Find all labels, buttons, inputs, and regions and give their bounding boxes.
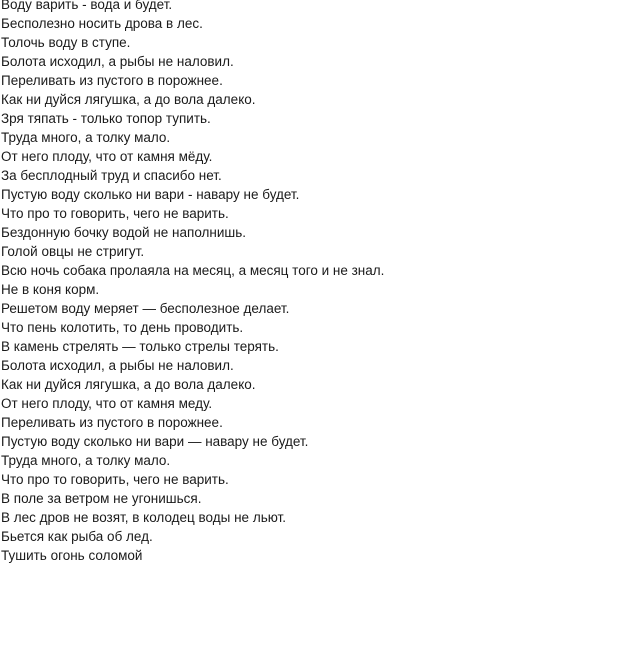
proverb-line: Пустую воду сколько ни вари — навару не будет. — [1, 434, 309, 449]
proverb-line: Решетом воду меряет — бесполезное делает. — [1, 301, 290, 316]
proverb-line: Бездонную бочку водой не наполнишь. — [1, 225, 247, 240]
proverb-line: Труда много, а толку мало. — [1, 453, 171, 468]
proverb-line: Переливать из пустого в порожнее. — [1, 415, 223, 430]
proverb-line: В камень стрелять — только стрелы терять. — [1, 339, 279, 354]
proverb-line: Воду варить - вода и будет. — [1, 0, 173, 12]
proverb-line: Переливать из пустого в порожнее. — [1, 73, 223, 88]
proverb-line: Не в коня корм. — [1, 282, 100, 297]
proverb-line: Всю ночь собака пролаяла на месяц, а месяц того и не знал. — [1, 263, 385, 278]
proverb-line: Что про то говорить, чего не варить. — [1, 206, 229, 221]
proverb-line: Зря тяпать - только топор тупить. — [1, 111, 211, 126]
proverb-line: В поле за ветром не угонишься. — [1, 491, 202, 506]
proverb-line: Бесполезно носить дрова в лес. — [1, 16, 203, 31]
proverb-line: От него плоду, что от камня мёду. — [1, 149, 213, 164]
proverb-line: Пустую воду сколько ни вари - навару не будет. — [1, 187, 300, 202]
proverb-line: Труда много, а толку мало. — [1, 130, 171, 145]
proverb-line: Толочь воду в ступе. — [1, 35, 131, 50]
proverb-line: Тушить огонь соломой — [1, 548, 143, 563]
proverb-line: Болота исходил, а рыбы не наловил. — [1, 54, 234, 69]
proverb-line: Что пень колотить, то день проводить. — [1, 320, 244, 335]
proverb-line: Бьется как рыба об лед. — [1, 529, 153, 544]
proverb-line: Что про то говорить, чего не варить. — [1, 472, 229, 487]
proverb-line: В лес дров не возят, в колодец воды не льют. — [1, 510, 286, 525]
proverb-line: От него плоду, что от камня меду. — [1, 396, 213, 411]
proverb-line: Как ни дуйся лягушка, а до вола далеко. — [1, 377, 256, 392]
proverb-line: Голой овцы не стригут. — [1, 244, 145, 259]
proverb-line: За бесплодный труд и спасибо нет. — [1, 168, 222, 183]
proverb-line: Болота исходил, а рыбы не наловил. — [1, 358, 234, 373]
proverb-line: Как ни дуйся лягушка, а до вола далеко. — [1, 92, 256, 107]
